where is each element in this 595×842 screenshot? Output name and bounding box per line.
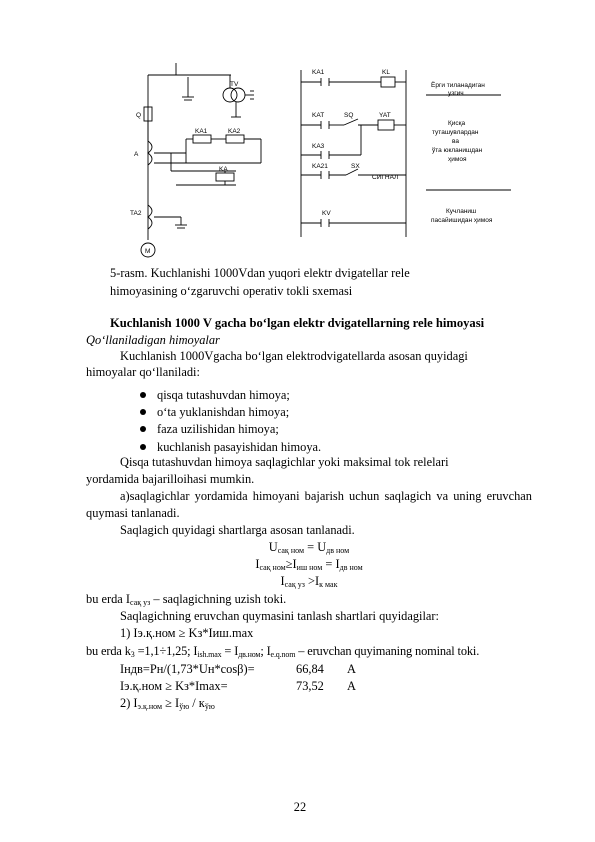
selection-conditions: Saqlagichning eruvchan quymasini tanlash shartlari quyidagilar: [120, 609, 439, 623]
calc-nominal-current-value: 66,84 [296, 662, 324, 676]
label-r2-5: ҳимоя [448, 156, 467, 163]
bullet-icon [140, 392, 146, 398]
intro-line2: himoyalar qo‘llaniladi: [86, 365, 200, 379]
short-circuit-line1: Qisqa tutashuvdan himoya saqlagichlar yoki maksimal tok relelari [120, 455, 449, 469]
label-ta2: TA2 [130, 210, 142, 217]
label-sx: SX [351, 163, 360, 170]
label-ka2: KA2 [228, 128, 241, 135]
fuse-paragraph: a)saqlagichlar yordamida himoyani bajarish uchun saqlagich va uning eruvchan quymasi tanlanadi. [86, 489, 532, 520]
calc-nominal-current-unit: A [347, 662, 356, 676]
calc-nominal-current-label: Iндв=Pн/(1,73*Uн*cosβ)= [120, 662, 255, 676]
label-ka-lower: KA [219, 166, 228, 173]
formula-current: $I_{сақ ном}\ge I_{иш ном} = I_{дв ном}$ [255, 557, 363, 572]
label-kl: KL [382, 69, 390, 76]
label-r1-2: узгич [448, 90, 464, 97]
label-r2-2: туташувлардан [432, 129, 479, 136]
label-r3-1: Кучланиш [446, 208, 477, 215]
label-row2-ka: KAT [312, 112, 325, 119]
condition-2: 2) $I_{э.қ.ном} \ge I_{ўю} / к_{ўю}$ [120, 696, 215, 711]
bullet-icon [140, 409, 146, 415]
page-number: 22 [293, 800, 307, 814]
label-r2-4: ўта юкланишдан [432, 147, 483, 154]
label-ka1: KA1 [195, 128, 208, 135]
label-sq: SQ [344, 112, 354, 119]
label-kv: KV [322, 210, 331, 217]
conditions-intro: Saqlagich quyidagi shartlarga asosan tanlanadi. [120, 523, 355, 537]
list-item: faza uzilishidan himoya; [140, 422, 321, 439]
label-row1-ka: KA1 [312, 69, 325, 76]
condition-1: 1) Iэ.қ.ном ≥ Kз*Iиш.max [120, 626, 254, 640]
label-r2-1: Қисқа [448, 120, 466, 127]
label-r3-2: пасайишидан ҳимоя [431, 217, 493, 224]
calc-fuse-current-label: Iэ.қ.ном ≥ Kз*Imax= [120, 679, 228, 693]
label-m: M [145, 248, 151, 255]
where-breaking-current: bu erda $I_{сақ уз}$ – saqlagichning uzish toki. [86, 592, 287, 607]
label-r2-3: ва [452, 138, 459, 145]
label-ka3: KA3 [312, 143, 325, 150]
list-item: o‘ta yuklanishdan himoya; [140, 405, 321, 422]
protection-list [140, 388, 321, 457]
label-r1-1: Ёрги тиланадиган [431, 82, 485, 89]
calc-fuse-current-value: 73,52 [296, 679, 324, 693]
list-item: qisqa tutashuvdan himoya; [140, 388, 321, 405]
formula-breaking: $I_{сақ уз} >I_{к мак}$ [280, 574, 338, 589]
label-signal: СИГНАЛ [372, 174, 399, 181]
label-tv: TV [230, 81, 239, 88]
short-circuit-line2: yordamida bajarilloihasi mumkin. [86, 472, 255, 486]
relay-protection-schematic [126, 55, 526, 261]
label-a: A [134, 151, 139, 158]
section-subheading: Qo‘llaniladigan himoyalar [86, 333, 220, 347]
calc-fuse-current-unit: A [347, 679, 356, 693]
bullet-icon [140, 426, 146, 432]
formula-voltage: $U_{сақ ном} = U_{дв ном}$ [268, 540, 350, 555]
label-ya: YAT [379, 112, 391, 119]
figure-caption-line2: himoyasining o‘zgaruvchi operativ tokli sxemasi [110, 284, 353, 298]
where-coefficients: bu erda $k_3 =1,1\div 1,25$; $I_{ish.max} = I_{дв.ном}$; $I_{e.q.nom}$ – eruvchan quyimaning nominal toki. [86, 644, 480, 659]
section-heading: Kuchlanish 1000 V gacha bo‘lgan elektr dvigatellarning rele himoyasi [110, 316, 485, 330]
intro-line1: Kuchlanish 1000Vgacha bo‘lgan elektrodvigatellarda asosan quyidagi [120, 349, 468, 363]
label-q: Q [136, 112, 142, 119]
list-item: kuchlanish pasayishidan himoya. [140, 440, 321, 457]
figure-caption-line1: 5-rasm. Kuchlanishi 1000Vdan yuqori elektr dvigatellar rele [110, 266, 410, 280]
label-ka21: KA21 [312, 163, 328, 170]
bullet-icon [140, 444, 146, 450]
